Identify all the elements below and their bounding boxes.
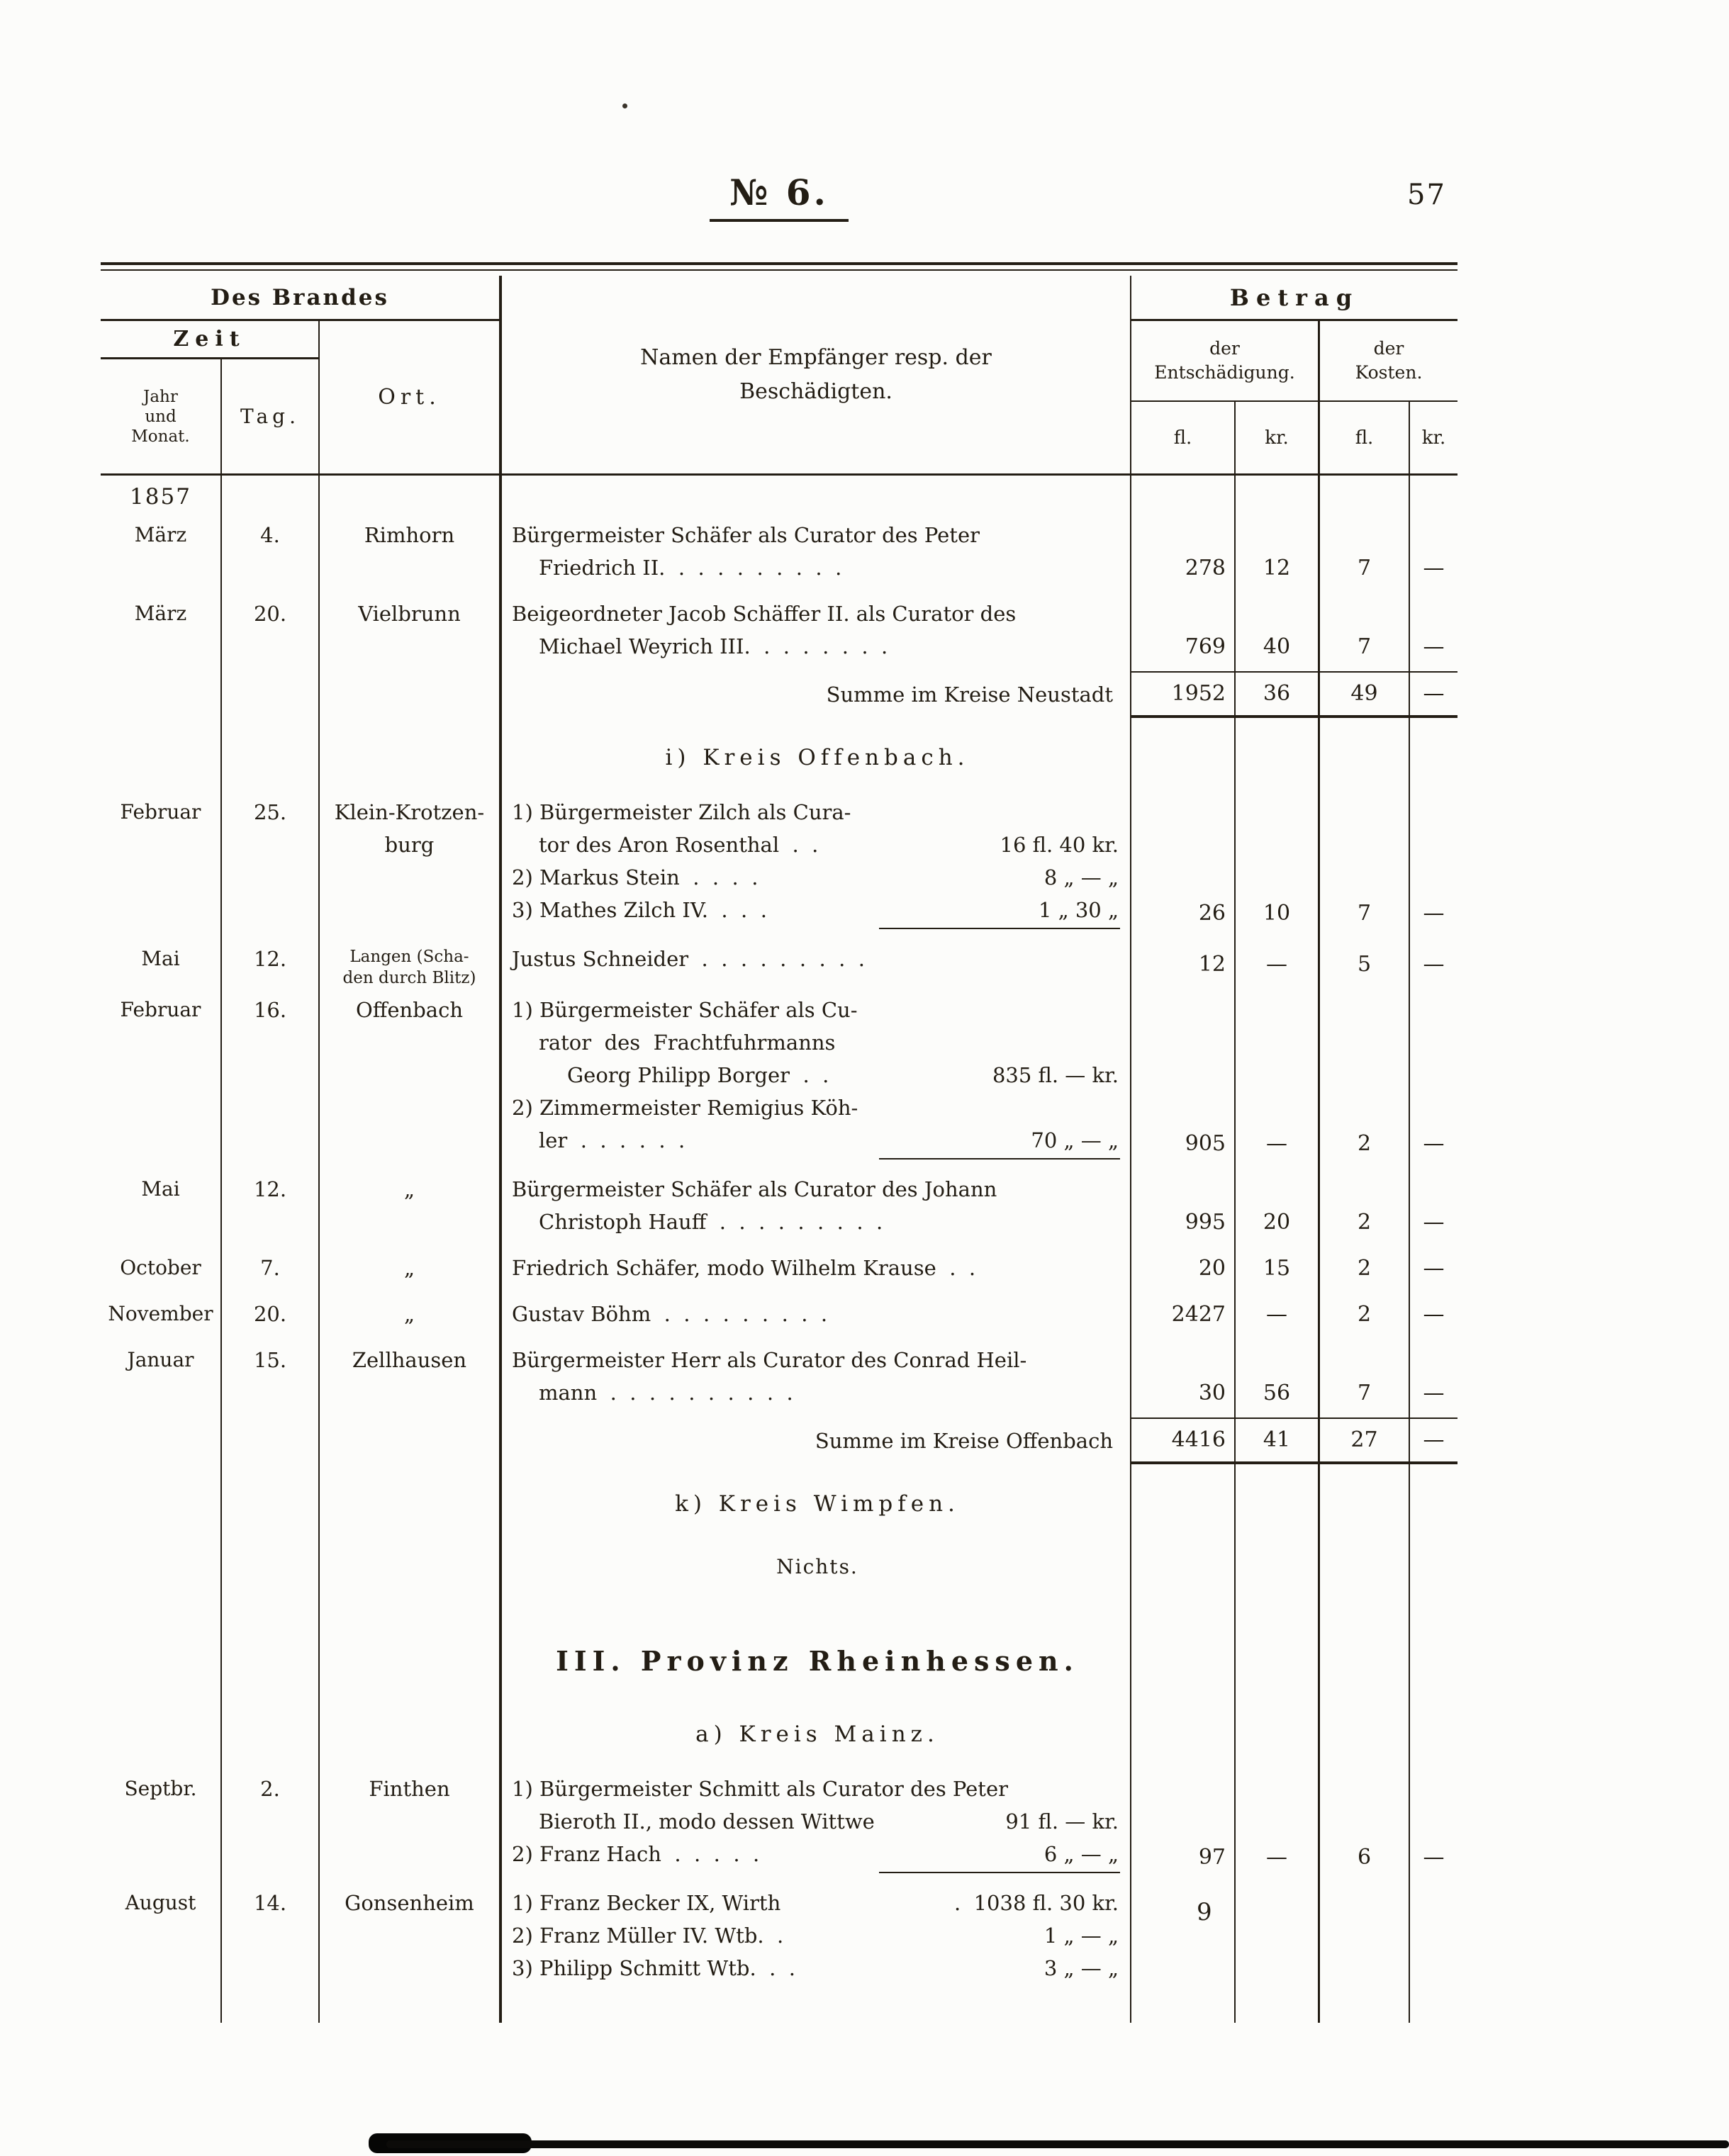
cell-monat: März bbox=[134, 523, 187, 546]
cell-entschaedigung-fl: 4416 bbox=[1130, 1417, 1234, 1464]
name-text: Justus Schneider . . . . . . . . . bbox=[512, 947, 865, 971]
cell-ort bbox=[318, 1464, 499, 1537]
cell-entschaedigung-fl: 2427 bbox=[1130, 1293, 1234, 1339]
section-heading: k) Kreis Wimpfen. bbox=[675, 1491, 960, 1517]
cell-ort: „ bbox=[318, 1168, 499, 1247]
cell-kosten-fl: 7 bbox=[1318, 593, 1409, 671]
document-title: № 6. bbox=[710, 172, 849, 222]
table-row-entry bbox=[101, 1339, 1457, 1417]
header-namen-line1: Namen der Empfänger resp. der bbox=[640, 344, 992, 370]
name-text: tor des Aron Rosenthal . . bbox=[539, 833, 819, 857]
header-zeit-cols bbox=[101, 359, 318, 473]
cell-entschaedigung-fl: 905 bbox=[1130, 989, 1234, 1168]
cell-name bbox=[499, 476, 1130, 514]
cell-monat: Mai bbox=[141, 1177, 180, 1201]
cell-entschaedigung-fl bbox=[1130, 1993, 1234, 2023]
name-text: mann . . . . . . . . . . bbox=[539, 1381, 793, 1405]
sub-amount: 835 fl. — kr. bbox=[992, 1063, 1119, 1087]
cell-ort bbox=[318, 1695, 499, 1768]
cell-kosten-kr: — bbox=[1409, 593, 1457, 671]
header-entschaedigung-line1: der bbox=[1209, 338, 1240, 359]
sub-amount: 16 fl. 40 kr. bbox=[1000, 833, 1119, 857]
cell-kosten-kr bbox=[1409, 1695, 1457, 1768]
cell-entschaedigung-kr bbox=[1234, 1537, 1318, 1609]
name-text: 2) Franz Hach . . . . . bbox=[512, 1842, 760, 1866]
cell-tag bbox=[220, 1464, 318, 1537]
cell-kosten-kr: — bbox=[1409, 1168, 1457, 1247]
cell-ort: Langen (Scha- den durch Blitz) bbox=[318, 938, 499, 989]
table-row-spacer bbox=[101, 1993, 1457, 2023]
cell-name bbox=[499, 1695, 1130, 1768]
cell-entschaedigung-kr bbox=[1234, 1695, 1318, 1768]
table-row-entry bbox=[101, 791, 1457, 938]
cell-kosten-kr: — bbox=[1409, 938, 1457, 989]
name-text: Michael Weyrich III. . . . . . . . bbox=[539, 634, 888, 658]
name-text: Gustav Böhm . . . . . . . . . bbox=[512, 1302, 828, 1326]
cell-kosten-kr bbox=[1409, 1993, 1457, 2023]
cell-kosten-kr: — bbox=[1409, 791, 1457, 938]
name-text: 1) Bürgermeister Schäfer als Cu- bbox=[512, 998, 858, 1022]
cell-ort: Gonsenheim bbox=[318, 1882, 499, 1993]
name-text: Bürgermeister Schäfer als Curator des Peter bbox=[512, 523, 980, 547]
section-heading: a) Kreis Mainz. bbox=[695, 1722, 939, 1747]
cell-name bbox=[499, 1464, 1130, 1537]
cell-ort bbox=[318, 1993, 499, 2023]
cell-monat bbox=[101, 718, 220, 791]
cell-tag bbox=[220, 476, 318, 514]
header-zeit: Zeit bbox=[101, 321, 318, 359]
header-kosten-line1: der bbox=[1373, 338, 1404, 359]
cell-tag: 20. bbox=[220, 593, 318, 671]
header-namen bbox=[499, 276, 1130, 473]
cell-tag: 4. bbox=[220, 514, 318, 593]
addition-rule bbox=[879, 928, 1120, 929]
cell-entschaedigung-kr: 10 bbox=[1234, 791, 1318, 938]
header-jahr-und-monat bbox=[101, 359, 220, 473]
cell-kosten-fl bbox=[1318, 1993, 1409, 2023]
cell-tag: 25. bbox=[220, 791, 318, 938]
cell-kosten-fl: 2 bbox=[1318, 1247, 1409, 1293]
header-units bbox=[1131, 402, 1457, 473]
cell-tag: 12. bbox=[220, 1168, 318, 1247]
header-tag: Tag. bbox=[220, 359, 318, 473]
cell-tag bbox=[220, 718, 318, 791]
cell-kosten-fl: 49 bbox=[1318, 671, 1409, 718]
cell-monat bbox=[101, 671, 220, 718]
cell-entschaedigung-fl: 97 bbox=[1130, 1768, 1234, 1882]
cell-kosten-kr bbox=[1409, 1537, 1457, 1609]
cell-kosten-kr: — bbox=[1409, 989, 1457, 1168]
cell-kosten-kr: — bbox=[1409, 1339, 1457, 1417]
cell-entschaedigung-fl: 20 bbox=[1130, 1247, 1234, 1293]
section-heading: i) Kreis Offenbach. bbox=[665, 745, 970, 770]
cell-name bbox=[499, 1293, 1130, 1339]
sub-amount: 70 „ — „ bbox=[1031, 1128, 1119, 1152]
cell-kosten-fl: 27 bbox=[1318, 1417, 1409, 1464]
cell-entschaedigung-fl: 12 bbox=[1130, 938, 1234, 989]
header-kosten-line2: Kosten. bbox=[1355, 362, 1423, 383]
cell-kosten-kr: — bbox=[1409, 671, 1457, 718]
sub-amount: 3 „ — „ bbox=[1043, 1956, 1119, 1980]
cell-ort bbox=[318, 1609, 499, 1695]
table-row-entry bbox=[101, 989, 1457, 1168]
name-text: 3) Philipp Schmitt Wtb. . . bbox=[512, 1956, 795, 1980]
cell-entschaedigung-kr bbox=[1234, 1993, 1318, 2023]
document-title-wrap bbox=[101, 172, 1457, 222]
name-text: 3) Mathes Zilch IV. . . . bbox=[512, 898, 767, 922]
table-row-sum bbox=[101, 1417, 1457, 1464]
cell-kosten-kr bbox=[1409, 1609, 1457, 1695]
cell-kosten-fl: 2 bbox=[1318, 1293, 1409, 1339]
cell-entschaedigung-kr: — bbox=[1234, 938, 1318, 989]
cell-ort bbox=[318, 476, 499, 514]
cell-tag: 14. bbox=[220, 1882, 318, 1993]
cell-kosten-kr bbox=[1409, 476, 1457, 514]
cell-kosten-kr: — bbox=[1409, 1293, 1457, 1339]
table-row-entry bbox=[101, 1293, 1457, 1339]
cell-kosten-kr: — bbox=[1409, 514, 1457, 593]
cell-entschaedigung-fl bbox=[1130, 718, 1234, 791]
cell-name bbox=[499, 938, 1130, 989]
cell-name bbox=[499, 1768, 1130, 1882]
table-row-section bbox=[101, 718, 1457, 791]
table-top-rule-inner bbox=[101, 269, 1457, 271]
cell-ort bbox=[318, 671, 499, 718]
sum-label: Summe im Kreise Neustadt bbox=[499, 671, 1130, 718]
cell-tag: 12. bbox=[220, 938, 318, 989]
cell-entschaedigung-kr: 40 bbox=[1234, 593, 1318, 671]
cell-tag bbox=[220, 1537, 318, 1609]
cell-entschaedigung-fl: 769 bbox=[1130, 593, 1234, 671]
cell-tag: 20. bbox=[220, 1293, 318, 1339]
cell-monat: März bbox=[134, 602, 187, 625]
name-text: 1) Bürgermeister Schmitt als Curator des Peter bbox=[512, 1777, 1008, 1801]
header-unit-kr-entschaedigung: kr. bbox=[1234, 402, 1318, 473]
header-entschaedigung-line2: Entschädigung. bbox=[1154, 362, 1295, 383]
cell-tag: 15. bbox=[220, 1339, 318, 1417]
table-row-entry bbox=[101, 1247, 1457, 1293]
cell-entschaedigung-fl bbox=[1130, 476, 1234, 514]
name-text: 2) Zimmermeister Remigius Köh- bbox=[512, 1096, 858, 1120]
table-row-section bbox=[101, 1537, 1457, 1609]
header-kosten bbox=[1318, 321, 1457, 400]
name-text: Christoph Hauff . . . . . . . . . bbox=[539, 1210, 883, 1234]
cell-entschaedigung-kr: — bbox=[1234, 989, 1318, 1168]
cell-ort: Rimhorn bbox=[318, 514, 499, 593]
cell-entschaedigung-kr: 56 bbox=[1234, 1339, 1318, 1417]
header-group-brand bbox=[101, 276, 499, 473]
cell-monat: Februar bbox=[120, 998, 201, 1021]
cell-kosten-fl: 7 bbox=[1318, 791, 1409, 938]
cell-monat: August bbox=[125, 1891, 196, 1914]
cell-entschaedigung-kr: 20 bbox=[1234, 1168, 1318, 1247]
cell-entschaedigung-fl: 995 bbox=[1130, 1168, 1234, 1247]
cell-tag bbox=[220, 1417, 318, 1464]
header-brand-sub bbox=[101, 321, 499, 473]
sub-amount: 91 fl. — kr. bbox=[1005, 1809, 1119, 1834]
cell-entschaedigung-kr bbox=[1234, 718, 1318, 791]
table-row-entry bbox=[101, 514, 1457, 593]
section-heading: III. Provinz Rheinhessen. bbox=[556, 1645, 1079, 1677]
scan-artifact bbox=[386, 2140, 1729, 2148]
cell-ort: Vielbrunn bbox=[318, 593, 499, 671]
cell-entschaedigung-kr bbox=[1234, 1464, 1318, 1537]
name-text: Bieroth II., modo dessen Wittwe bbox=[539, 1809, 875, 1834]
cell-name bbox=[499, 791, 1130, 938]
addition-rule bbox=[879, 1872, 1120, 1873]
cell-tag bbox=[220, 671, 318, 718]
cell-kosten-fl bbox=[1318, 1695, 1409, 1768]
cell-entschaedigung-kr: — bbox=[1234, 1293, 1318, 1339]
name-text: 1) Franz Becker IX, Wirth bbox=[512, 1891, 781, 1915]
name-text: ler . . . . . . bbox=[539, 1128, 686, 1152]
cell-entschaedigung-fl bbox=[1130, 1464, 1234, 1537]
cell-monat: Februar bbox=[120, 800, 201, 824]
cell-tag bbox=[220, 1609, 318, 1695]
cell-entschaedigung-fl bbox=[1130, 1882, 1234, 1993]
table-row-entry bbox=[101, 1882, 1457, 1993]
sub-amount: 1 „ 30 „ bbox=[1038, 898, 1119, 922]
cell-monat: October bbox=[120, 1256, 201, 1279]
table-row-section bbox=[101, 1609, 1457, 1695]
cell-kosten-kr: — bbox=[1409, 1247, 1457, 1293]
scan-speck bbox=[622, 103, 627, 108]
cell-entschaedigung-kr: 15 bbox=[1234, 1247, 1318, 1293]
sub-amount: . 1038 fl. 30 kr. bbox=[953, 1891, 1119, 1915]
cell-name bbox=[499, 1537, 1130, 1609]
cell-tag: 2. bbox=[220, 1768, 318, 1882]
header-betrag: Betrag bbox=[1131, 276, 1457, 321]
header-jahr-line: und bbox=[145, 407, 177, 426]
cell-ort: „ bbox=[318, 1293, 499, 1339]
header-group-betrag bbox=[1130, 276, 1457, 473]
cell-kosten-fl bbox=[1318, 1882, 1409, 1993]
sub-amount: 1 „ — „ bbox=[1043, 1924, 1119, 1948]
cell-entschaedigung-fl bbox=[1130, 1537, 1234, 1609]
header-des-brandes: Des Brandes bbox=[101, 276, 499, 321]
cell-tag bbox=[220, 1993, 318, 2023]
cell-monat bbox=[101, 1464, 220, 1537]
header-ort: Ort. bbox=[318, 321, 499, 473]
cell-monat: Septbr. bbox=[124, 1777, 197, 1800]
name-text: rator des Frachtfuhrmanns bbox=[539, 1031, 836, 1055]
table-row-section bbox=[101, 1464, 1457, 1537]
cell-name bbox=[499, 593, 1130, 671]
cell-entschaedigung-kr: 41 bbox=[1234, 1417, 1318, 1464]
cell-monat bbox=[101, 1537, 220, 1609]
cell-entschaedigung-kr: 12 bbox=[1234, 514, 1318, 593]
header-betrag-sub bbox=[1131, 321, 1457, 402]
cell-monat bbox=[101, 1993, 220, 2023]
cell-monat: Januar bbox=[127, 1348, 194, 1371]
header-jahr-line: Monat. bbox=[131, 427, 190, 446]
cell-monat bbox=[101, 1417, 220, 1464]
name-text: Beigeordneter Jacob Schäffer II. als Curator des bbox=[512, 602, 1017, 626]
cell-name bbox=[499, 1882, 1130, 1993]
cell-tag bbox=[220, 1695, 318, 1768]
cell-monat bbox=[101, 1695, 220, 1768]
cell-entschaedigung-fl bbox=[1130, 1695, 1234, 1768]
addition-rule bbox=[879, 1158, 1120, 1160]
cell-kosten-fl: 7 bbox=[1318, 1339, 1409, 1417]
name-text: Bürgermeister Schäfer als Curator des Johann bbox=[512, 1177, 997, 1201]
name-text: Georg Philipp Borger . . bbox=[567, 1063, 829, 1087]
table-top-rule bbox=[101, 262, 1457, 265]
cell-ort bbox=[318, 1537, 499, 1609]
table bbox=[101, 262, 1457, 2023]
cell-name bbox=[499, 1168, 1130, 1247]
cell-entschaedigung-kr bbox=[1234, 1609, 1318, 1695]
cell-entschaedigung-kr: — bbox=[1234, 1768, 1318, 1882]
cell-tag: 16. bbox=[220, 989, 318, 1168]
cell-entschaedigung-kr: 36 bbox=[1234, 671, 1318, 718]
table-row-entry bbox=[101, 938, 1457, 989]
cell-entschaedigung-kr bbox=[1234, 476, 1318, 514]
cell-ort: Zellhausen bbox=[318, 1339, 499, 1417]
header-zeit-block bbox=[101, 321, 318, 473]
cell-kosten-fl bbox=[1318, 1609, 1409, 1695]
header-entschaedigung bbox=[1131, 321, 1318, 400]
cell-kosten-fl bbox=[1318, 1537, 1409, 1609]
cell-entschaedigung-fl: 30 bbox=[1130, 1339, 1234, 1417]
sub-amount: 8 „ — „ bbox=[1043, 865, 1119, 889]
table-header bbox=[101, 276, 1457, 476]
cell-entschaedigung-fl: 26 bbox=[1130, 791, 1234, 938]
cell-kosten-fl: 5 bbox=[1318, 938, 1409, 989]
table-row-entry bbox=[101, 1168, 1457, 1247]
table-row-entry bbox=[101, 593, 1457, 671]
name-text: 2) Markus Stein . . . . bbox=[512, 865, 759, 889]
name-text: Friedrich Schäfer, modo Wilhelm Krause . . bbox=[512, 1256, 976, 1280]
header-unit-fl-entschaedigung: fl. bbox=[1173, 427, 1192, 449]
cell-ort bbox=[318, 718, 499, 791]
cell-ort: „ bbox=[318, 1247, 499, 1293]
cell-ort bbox=[318, 1417, 499, 1464]
cell-tag: 7. bbox=[220, 1247, 318, 1293]
cell-monat: November bbox=[108, 1302, 213, 1325]
cell-kosten-kr bbox=[1409, 1882, 1457, 1993]
cell-ort: Klein-Krotzen- burg bbox=[318, 791, 499, 938]
cell-kosten-fl bbox=[1318, 1464, 1409, 1537]
cell-name bbox=[499, 718, 1130, 791]
name-text: 1) Bürgermeister Zilch als Cura- bbox=[512, 800, 851, 824]
cell-monat: 1857 bbox=[130, 484, 191, 510]
cell-entschaedigung-fl bbox=[1130, 1609, 1234, 1695]
cell-name bbox=[499, 1993, 1130, 2023]
name-text: 2) Franz Müller IV. Wtb. . bbox=[512, 1924, 784, 1948]
sum-label: Summe im Kreise Offenbach bbox=[499, 1417, 1130, 1464]
cell-name bbox=[499, 514, 1130, 593]
cell-kosten-fl: 6 bbox=[1318, 1768, 1409, 1882]
header-unit-kr-kosten: kr. bbox=[1409, 402, 1457, 473]
name-text: Friedrich II. . . . . . . . . . bbox=[539, 556, 842, 580]
header-unit-fl-kosten: fl. bbox=[1318, 402, 1409, 473]
cell-monat bbox=[101, 1609, 220, 1695]
table-body bbox=[101, 476, 1457, 2023]
cell-kosten-fl: 2 bbox=[1318, 1168, 1409, 1247]
cell-monat: Mai bbox=[141, 947, 180, 970]
sub-amount: 6 „ — „ bbox=[1043, 1842, 1119, 1866]
cell-kosten-kr bbox=[1409, 718, 1457, 791]
cell-name bbox=[499, 1247, 1130, 1293]
cell-entschaedigung-fl: 1952 bbox=[1130, 671, 1234, 718]
header-namen-line2: Beschädigten. bbox=[739, 378, 893, 404]
section-heading: Nichts. bbox=[776, 1555, 858, 1578]
cell-ort: Finthen bbox=[318, 1768, 499, 1882]
cell-kosten-fl bbox=[1318, 476, 1409, 514]
cell-kosten-kr: — bbox=[1409, 1768, 1457, 1882]
cell-name bbox=[499, 989, 1130, 1168]
header-jahr-line: Jahr bbox=[143, 387, 178, 406]
cell-kosten-kr bbox=[1409, 1464, 1457, 1537]
cell-name bbox=[499, 1609, 1130, 1695]
table-row-sum bbox=[101, 671, 1457, 718]
cell-entschaedigung-kr bbox=[1234, 1882, 1318, 1993]
table-row-entry bbox=[101, 1768, 1457, 1882]
name-text: Bürgermeister Herr als Curator des Conrad Heil- bbox=[512, 1348, 1027, 1372]
table-row-year bbox=[101, 476, 1457, 514]
cell-kosten-kr: — bbox=[1409, 1417, 1457, 1464]
cell-kosten-fl bbox=[1318, 718, 1409, 791]
page-number: 57 bbox=[1407, 179, 1446, 211]
cell-ort: Offenbach bbox=[318, 989, 499, 1168]
cell-entschaedigung-fl: 278 bbox=[1130, 514, 1234, 593]
cell-kosten-fl: 2 bbox=[1318, 989, 1409, 1168]
table-row-section bbox=[101, 1695, 1457, 1768]
cell-kosten-fl: 7 bbox=[1318, 514, 1409, 593]
sheet-signature: 9 bbox=[1197, 1898, 1212, 1926]
cell-name bbox=[499, 1339, 1130, 1417]
